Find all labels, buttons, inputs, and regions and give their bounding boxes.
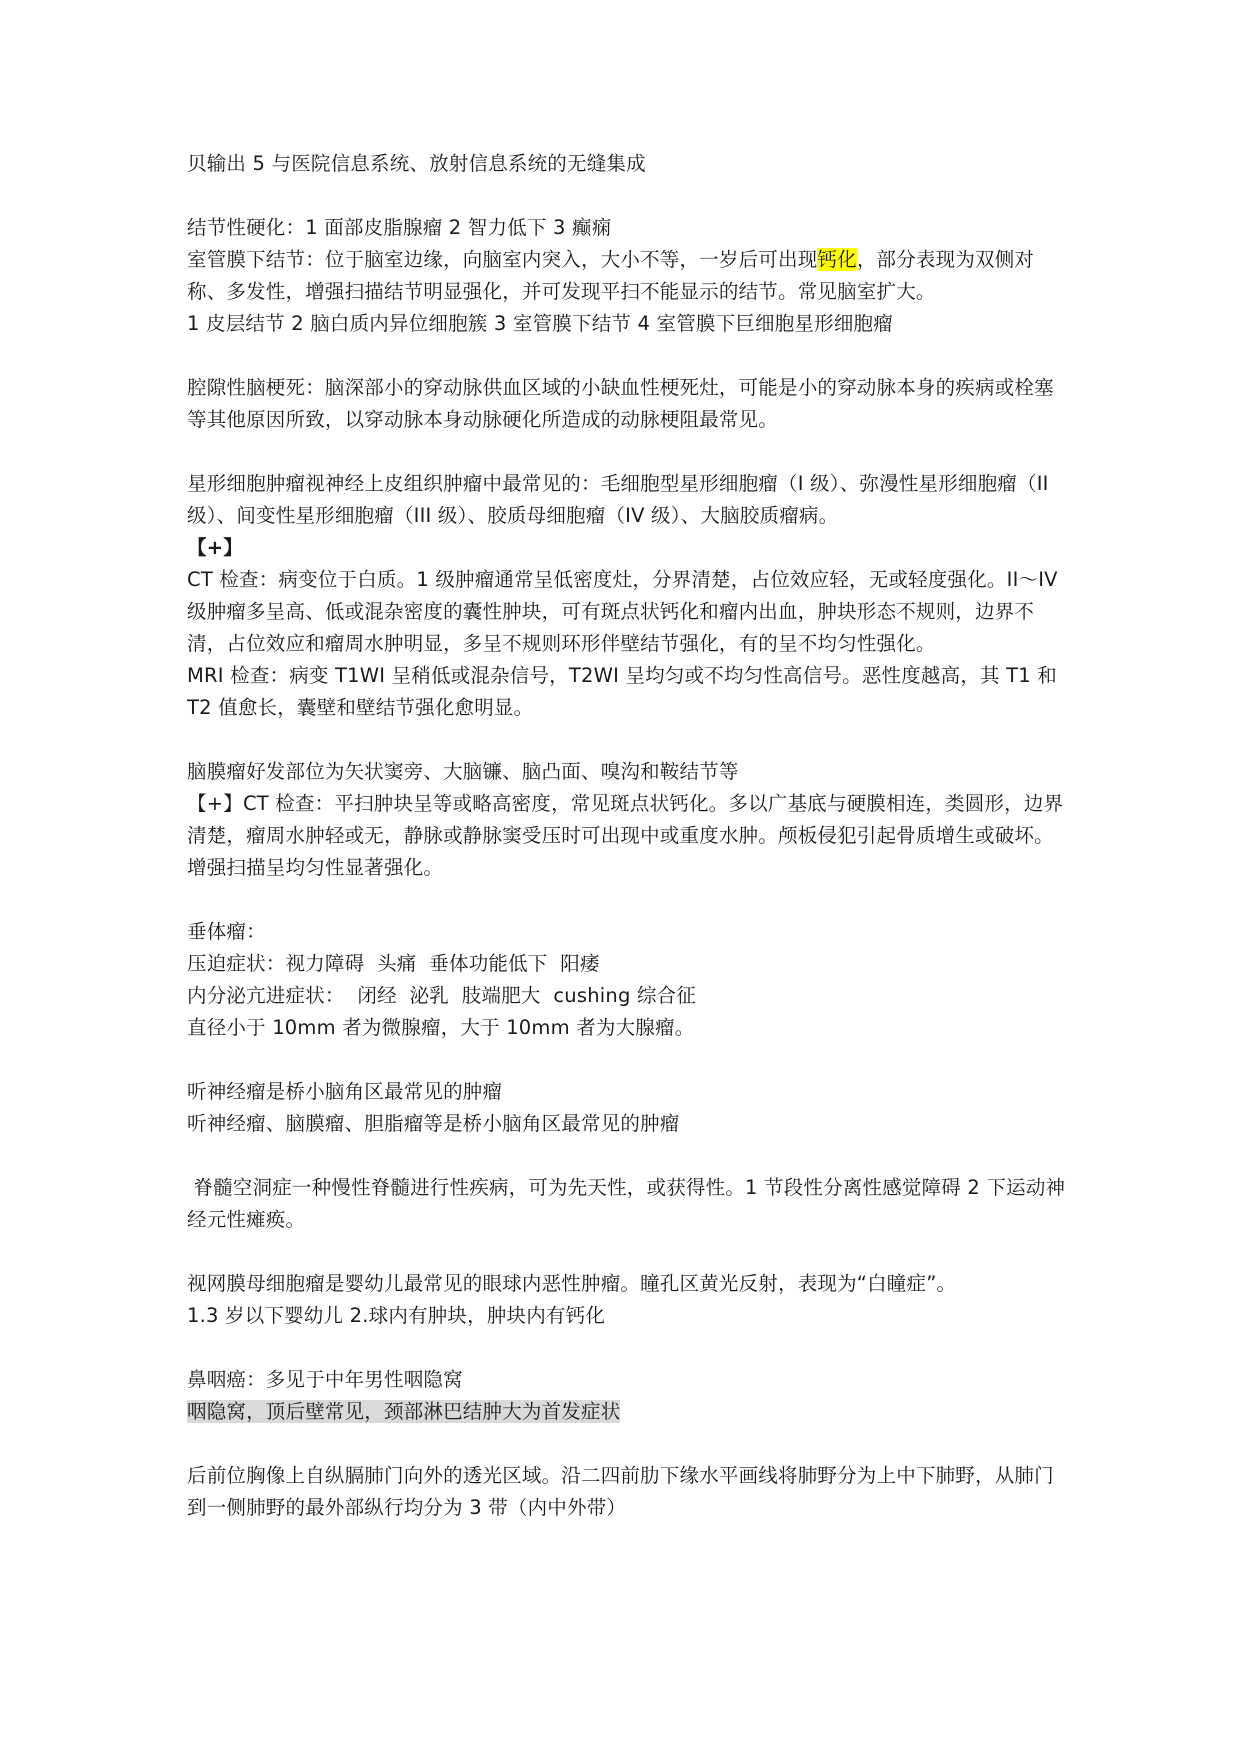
- blank-line: [187, 1140, 1067, 1172]
- blank-line: [187, 884, 1067, 916]
- paragraph-adenoma-size: 直径小于 10mm 者为微腺瘤，大于 10mm 者为大腺瘤。: [187, 1016, 695, 1039]
- paragraph-compression-symptoms: 压迫症状：视力障碍 头痛 垂体功能低下 阳痿: [187, 952, 600, 975]
- paragraph-nodule-list: 1 皮层结节 2 脑白质内异位细胞簇 3 室管膜下结节 4 室管膜下巨细胞星形细胞瘤: [187, 312, 893, 335]
- paragraph-retinoblastoma: 视网膜母细胞瘤是婴幼儿最常见的眼球内恶性肿瘤。瞳孔区黄光反射，表现为“白瞳症”。: [187, 1272, 957, 1295]
- blank-line: [187, 436, 1067, 468]
- paragraph-retinoblastoma-features: 1.3 岁以下婴幼儿 2.球内有肿块，肿块内有钙化: [187, 1304, 606, 1327]
- paragraph-ct-exam: CT 检查：病变位于白质。1 级肿瘤通常呈低密度灶，分界清楚，占位效应轻，无或轻度强化。II～IV 级肿瘤多呈高、低或混杂密度的囊性肿块，可有斑点状钙化和瘤内出血，肿块形态不规则，边界不清，占位效应和瘤周水肿明显，多呈不规则环形伴壁结节强化，有的呈不均匀性强化。: [187, 568, 1058, 655]
- paragraph-tuberous-sclerosis: 结节性硬化：1 面部皮脂腺瘤 2 智力低下 3 癫痫: [187, 216, 612, 239]
- paragraph-lung-zones: 后前位胸像上自纵膈肺门向外的透光区域。沿二四前肋下缘水平画线将肺野分为上中下肺野，从肺门到一侧肺野的最外部纵行均分为 3 带（内中外带）: [187, 1464, 1054, 1519]
- paragraph-pharyngeal-recess: [187, 1396, 1067, 1428]
- highlighted-text: 咽隐窝，顶后壁常见，颈部淋巴结肿大为首发症状: [187, 1400, 621, 1423]
- blank-line: [187, 1332, 1067, 1364]
- paragraph-mri-exam: MRI 检查：病变 T1WI 呈稍低或混杂信号，T2WI 呈均匀或不均匀性高信号。恶性度越高，其 T1 和 T2 值愈长，囊壁和壁结节强化愈明显。: [187, 664, 1057, 719]
- paragraph-pituitary-title: 垂体瘤：: [187, 920, 266, 943]
- paragraph-subependymal-nodule: [187, 244, 1067, 308]
- blank-line: [187, 1428, 1067, 1460]
- paragraph-meningioma-sites: 脑膜瘤好发部位为矢状窦旁、大脑镰、脑凸面、嗅沟和鞍结节等: [187, 760, 739, 783]
- paragraph-lacunar-infarction: 腔隙性脑梗死：脑深部小的穿动脉供血区域的小缺血性梗死灶，可能是小的穿动脉本身的疾病或栓塞等其他原因所致，以穿动脉本身动脉硬化所造成的动脉梗阻最常见。: [187, 376, 1054, 431]
- paragraph-plus-marker: 【+】: [187, 536, 243, 559]
- text-run: 室管膜下结节：位于脑室边缘，向脑室内突入，大小不等，一岁后可出现: [187, 248, 818, 271]
- blank-line: [187, 724, 1067, 756]
- paragraph-astrocytoma: 星形细胞肿瘤视神经上皮组织肿瘤中最常见的：毛细胞型星形细胞瘤（I 级）、弥漫性星形细胞瘤（II 级）、间变性星形细胞瘤（III 级）、胶质母细胞瘤（IV 级）、大脑胶质瘤病。: [187, 472, 1049, 527]
- text-run: ，部分表现为双侧对称、多发性，增强扫描结节明显强化，并可发现平扫不能显示的结节。常见脑室扩大。: [187, 248, 1035, 303]
- blank-line: [187, 1236, 1067, 1268]
- paragraph-system-integration: 贝输出 5 与医院信息系统、放射信息系统的无缝集成: [187, 152, 646, 175]
- paragraph-syringomyelia: 脊髓空洞症一种慢性脊髓进行性疾病，可为先天性，或获得性。1 节段性分离性感觉障碍 2 下运动神经元性瘫痪。: [187, 1176, 1066, 1231]
- blank-line: [187, 1044, 1067, 1076]
- paragraph-meningioma-ct: 【+】CT 检查：平扫肿块呈等或略高密度，常见斑点状钙化。多以广基底与硬膜相连，类圆形，边界清楚，瘤周水肿轻或无，静脉或静脉窦受压时可出现中或重度水肿。颅板侵犯引起骨质增生或破坏。增强扫描呈均匀性显著强化。: [187, 792, 1064, 879]
- paragraph-cpa-tumors: 听神经瘤、脑膜瘤、胆脂瘤等是桥小脑角区最常见的肿瘤: [187, 1112, 680, 1135]
- paragraph-nasopharyngeal-carcinoma: 鼻咽癌：多见于中年男性咽隐窝: [187, 1368, 463, 1391]
- blank-line: [187, 180, 1067, 212]
- paragraph-endocrine-symptoms: 内分泌亢进症状： 闭经 泌乳 肢端肥大 cushing 综合征: [187, 984, 697, 1007]
- document-body: [187, 148, 1067, 1524]
- paragraph-acoustic-neuroma: 听神经瘤是桥小脑角区最常见的肿瘤: [187, 1080, 503, 1103]
- highlighted-text: 钙化: [817, 248, 857, 271]
- blank-line: [187, 340, 1067, 372]
